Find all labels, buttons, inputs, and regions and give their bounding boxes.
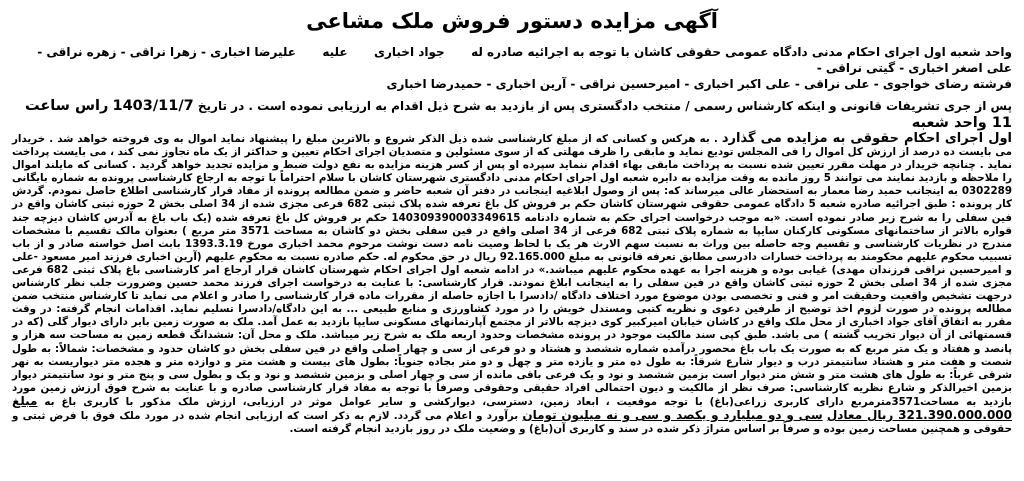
- creditor-name: جواد اخباری: [374, 45, 445, 59]
- parties-line-1: [12, 44, 1012, 76]
- auction-date: 1403/11/7: [112, 98, 194, 114]
- session-intro: پس از جری تشریفات قانونی و اینکه کارشناس رسمی / منتخب دادگستری پس از بازدید به شرح ذیل اقدام به ارزیابی نموده است . در تاریخ: [197, 99, 1012, 113]
- auction-time: راس ساعت 11 واحد شعبه: [24, 98, 1012, 131]
- appraisal-amount-words: سی و دو میلیارد و یکصد و سی و نه میلیون تومان: [522, 407, 823, 422]
- debtors-list-1: علیرضا اخباری - زهرا نراقی - زهره نراقی - علی اصغر اخباری - گیتی نراقی -: [37, 45, 1012, 75]
- executing-branch-text: واحد شعبه اول اجرای احکام مدنی دادگاه عمومی حقوقی کاشان با توجه به اجرائیه صادره له: [471, 45, 1012, 59]
- debtors-list-2: فرشته رضای خواجوی - علی نراقی - علی اکبر اخباری - امیرحسین نراقی - آرین اخباری - حمیدرضا اخباری: [386, 77, 1012, 91]
- body-paragraph-1: . به هرکس و کسانی که از مبلغ کارشناسی شده ذیل الذکر شروع و بالاترین مبلغ را پیشنهاد نماید اموال به وی فروخته خواهد شد . خریدار می بایست ده درصد از ارزش کل اموال را فی المجلس تودیع نماید و مابقی را ظرف مهلتی که از سوی مسئولین و متصدیان اجرای احکام تعیین و حداکثر از یک ماه تجاوز نمی کند ، می بایست پرداخت نماید . چنانچه خریدار در مهلت مقرر تعیین شده نسبت به پرداخت مابقی بهاء اقدام ننماید سپرده او پس از کسر هزینه مزایده به نفع دولت ضبط و مزایده تجدید خواهد گردید . کسانی که مایلند اموال را ملاحظه و بازدید نمایند می توانند 5 روز مانده به وقت مزایده به دایره شعبه اول اجرای احکام مدنی دادگستری شهرستان کاشان با سلام احتراماً با توجه به ارجاع کارشناسی پرونده به شماره بایگانی 0302289 به اینجانب حمید رضا معمار به استحضار عالی میرساند که: پس از وصول ابلاغیه اینجانب در دفتر آن شعبه حاضر و ضمن مطالعه پرونده از مفاد قرار کارشناسی اطلاع حاصل نمودم. گردش کار پرونده : طبق اجرائیه صادره شعبه 5 دادگاه عمومی حقوقی شهرستان کاشان حکم بر فروش کل باغ تعرفه شده پلاک ثبتی 682 فرعی مجزی شده از 34 اصلی بخش 2 حوزه ثبتی کاشان واقع در فین سفلی را به شرح زیر صادر نموده است. «به موجب درخواست اجرای حکم به شماره دادنامه 140309390003349615 حکم بر فروش کل باغ تعرفه شده (یک باب باغ به آدرس کاشان دیزچه جند قواره بالاتر از ساختمانهای مسکونی کارکنان سایپا به شماره پلاک ثبتی 682 فرعی از 34 اصلی واقع در فین سفلی بخش دو کاشان به مساحت 3571 متر مربع ) بعنوان مالک تقسیم با مشخصات مندرج در نظریات کارشناسی و تقسیم وجه حاصله بین وراث به نسبت سهم الارث هر یک با لحاظ وصیت نامه دست نوشت مرحوم محمد اخباری مورخ 1393.3.19 بابت اصل خواسته صادر و از باب تسبیب محکوم علیهم محکومند به پرداخت خسارات دادرسی مطابق تعرفه قانونی به مبلغ 92.165.000 ریال در حق محکوم له. حکم صادره نسبت به محکوم علیهم (آرین اخباری فرزند امیر مسعود -علی و امیرحسین نراقی فرزندان مهدی) غیابی بوده و هزینه اجرا به عهده محکوم علیهم میباشد.» در ادامه شعبه اول اجرای احکام شهرستان کاشان قرار ارجاع امر کارشناسی باغ پلاک ثبتی 682 فرعی مجزی شده از 34 اصلی بخش 2 حوزه ثبتی کاشان واقع در فین سفلی را به اینجانب ابلاغ نمودند. قرار کارشناسی: با عنایت به درخواست اجرای فرزند محمد حسین وضرورت جلب نظر کارشناس درجهت تشخیص واقعیت وحقیقت امر و فنی و تخصصی بودن موضوع مورد اختلاف دادگاه /دادسرا با اجازه حاصله از مقررات ماده قرار کارشناسی را صادر و اعلام می نماید تا کارشناس منتخب ضمن مطالعه پرونده در صورت لزوم اخذ توضیح از طرفین دعوی و نظریه کتبی ومستدل خویش را در مورد کشاورزی و منابع طبیعی ... به این دادگاه/دادسرا تسلیم نماید. اقدامات انجام گرفته: در وقت مقرر به اتفاق آقای جواد اخباری از محل ملک واقع در کاشان خیابان امیرکبیر کوی دیزچه بالاتر از مجتمع آپارتمانهای مسکونی سایپا بازدید به عمل آمد. ملک به صورت زمین بایر دارای دیوار گلی (که در قسمتهائی از آن دیوار تخریب گشته ) می باشد. طبق کپی سند مالکیت موجود در پرونده مشخصات وحدود اربعه ملک به شرح زیر میباشد. ملک و محل آن: ششدانگ قطعه زمین به مساحت سه هزار و پانصد و هفتاد و یک متر مربع که به صورت یک باب باغ محصور درآمده شماره ششصد و هشتاد و دو فرعی از سی و چهار اصلی واقع در فین سفلی بخش دو کاشان حدود و مشخصات: شمالاً: به طول شصت و هفت متر و هشتاد سانتیمتر درب و دیوار شارع شرقاً: به طول ده متر و یازده متر و چهل و دو متر بجاده جنوباً: بطول های بیست و هشت متر و دوازده متر و هجده متر دیواریست به نهر شرقی غرباً: به طول های هشت متر و شش متر دیوار است بزمین ششصد و نود و یک فرعی باقی مانده از سی و چهار اصلی و بزمین ششصد و نود و یک و بطول سی و پنج متر و نود سانتیمتر دیوار بزمین اخیرالذکر و شارع نظریه کارشناسی: صرف نظر از مالکیت و دیون احتمالی افراد حقیقی وحقوقی وصرفاً با توجه به مفاد قرار کارشناسی صادره و با عنایت به شرح فوق ارزش زمین مورد بازدید به مساحت3571مترمربع دارای کاربری زراعی(باغ) با توجه موقعیت ، ابعاد زمین، دسترسی، دیوارکشی و سایر عوامل موثر در ارزیابی، ارزش ملک مذکور با کاربری باغ به: [12, 133, 1013, 408]
- session-line: [12, 98, 1012, 132]
- body-paragraph-2: برآورد و اعلام می گردد. لازم به ذکر است که ارزیابی انجام شده در مورد ملک فوق با فرض ثبتی و حقوقی و همچنین مساحت زمین بوده و صرفاً بر اساس متراژ ذکر شده در سند و کاربری آن(باغ) و وضعیت ملک در روز بازدید انجام گرفته است.: [12, 409, 1012, 436]
- notice-body: [12, 132, 1012, 436]
- parties-line-2: [12, 76, 1012, 92]
- notice-title: آگهی مزایده دستور فروش ملک مشاعی: [306, 9, 718, 33]
- appraisal-amount: مبلغ 321.390.000.000 ریال معادل: [12, 393, 1012, 422]
- auction-lead: اول اجرای احکام حقوقی به مزایده می گذارد: [721, 131, 1013, 146]
- against-label: علیه: [322, 45, 348, 59]
